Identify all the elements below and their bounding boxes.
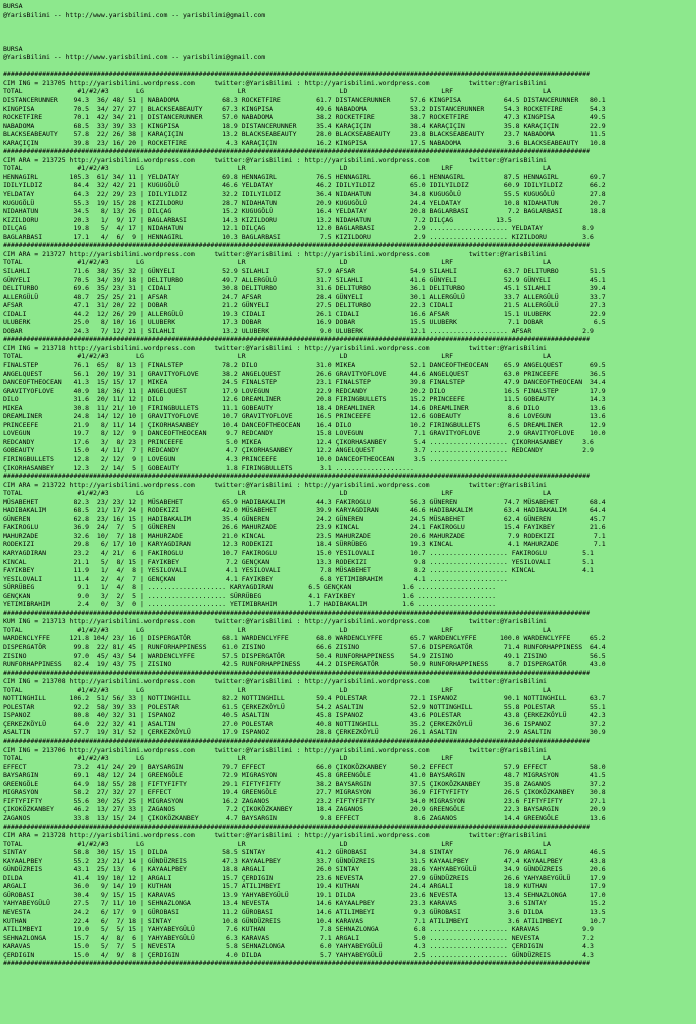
race-row: GRAVITYOFLOVE 40.9 18/ 36/ 11 | ANGELQUEST 17.9 LOVEGUN 22.9 REDCANDY 20.2 DILO 16.5 FINALSTEP 17.9 xyxy=(3,386,606,395)
race-row: SINTAY 58.8 30/ 15/ 15 | DILDA 58.5 SINTAY 41.2 GÜROBASI 34.8 SINTAY 76.9 ARGALI 46.5 xyxy=(3,848,606,857)
section-separator: ###################################################################################################################################################### xyxy=(3,472,590,481)
race-row: KUTHAN 22.4 6/ 7/ 18 | SINTAY 10.8 GÜNDÜZREIS 10.4 KARAVAS 7.1 ATILIMBEYI 3.6 ATILIMBEYI 10.7 xyxy=(3,916,606,925)
race-row: FIFTYFIFTY 55.6 30/ 25/ 25 | MIGRASYON 16.2 ZAGANOS 23.2 FIFTYFIFTY 34.0 MIGRASYON 23.6 FIFTYFIFTY 27.1 xyxy=(3,796,606,805)
race-row: AFSAR 47.1 31/ 20/ 22 | DOBAR 21.2 GÜNYELI 27.5 DELITURBO 22.3 CIDALI 21.5 ALLERGÜLÜ 27.3 xyxy=(3,301,606,310)
column-header-line: TOTAL #1/#2/#3 LG LR LD LRF LA xyxy=(3,839,551,848)
race-row: FAYIKBEY 11.9 1/ 4/ 8 | YESILOVALI 4.1 YESILOVALI 7.8 MÜSABEHET 8.2 .................... KINCAL 4.1 xyxy=(3,566,594,575)
race-row: YESILOVALI 11.4 2/ 4/ 7 | GENÇKAN 4.1 FAYIKBEY 6.8 YETIMIBRAHIM 4.1 .................... xyxy=(3,574,508,583)
race-row: ATILIMBEYI 19.0 5/ 5/ 15 | YAHYABEYGÜLÜ 7.6 KUTHAN 7.8 SEHNAZLONGA 6.8 .................... KARAVAS 9.9 xyxy=(3,925,594,934)
race-row: DANCEOFTHEOCEAN 41.3 15/ 15/ 17 | MIKEA 24.5 FINALSTEP 23.1 FINALSTEP 39.8 FINALSTEP 47.9 DANCEOFTHEOCEAN 34.4 xyxy=(3,378,606,387)
column-header-line: TOTAL #1/#2/#3 LG LR LD LRF LA xyxy=(3,625,551,634)
race-row: DOBAR 24.3 7/ 12/ 21 | SILAHLI 13.2 ULUBERK 9.0 ULUBERK 12.1 .................... AFSAR 2.9 xyxy=(3,326,594,335)
race-row: KINCAL 21.1 5/ 8/ 15 | FAYIKBEY 7.2 GENÇKAN 13.3 RODEKIZI 9.8 .................... YESILOVALI 5.1 xyxy=(3,557,594,566)
column-header-line: TOTAL #1/#2/#3 LG LR LD LRF LA xyxy=(3,164,551,173)
race-row: MAHURZADE 32.6 10/ 7/ 18 | MAHURZADE 21.0 KINCAL 23.5 MAHURZADE 20.6 MAHURZADE 7.9 RODEKIZI 7.1 xyxy=(3,531,606,540)
race-row: SILAHLI 71.6 38/ 35/ 32 | GÜNYELI 52.9 SILAHLI 57.9 AFSAR 54.9 SILAHLI 63.7 DELITURBO 51.5 xyxy=(3,266,606,275)
race-row: MÜSABEHET 82.3 23/ 23/ 12 | MÜSABEHET 65.9 HADIBAKALIM 44.3 FAKIROGLU 56.3 GÜNEREN 74.7 MÜSABEHET 68.4 xyxy=(3,497,606,506)
column-header-line: TOTAL #1/#2/#3 LG LR LD LRF LA xyxy=(3,352,551,361)
race-row: ISPANOZ 80.8 40/ 32/ 31 | ISPANOZ 40.5 ASALTIN 45.8 ISPANOZ 43.6 POLESTAR 43.8 ÇERKEZKÖYLÜ 42.3 xyxy=(3,711,606,720)
race-row: RODEKIZI 29.8 6/ 17/ 10 | KARYAGDIRAN 12.3 RODEKIZI 18.4 SÜRRÜBEG 19.3 KINCAL 4.1 MAHURZADE 7.1 xyxy=(3,540,606,549)
header-line xyxy=(3,36,696,45)
race-row: ÇERKEZKÖYLÜ 64.0 22/ 32/ 41 | ASALTIN 27.0 POLESTAR 40.8 NOTTINGHILL 35.2 ÇERKEZKÖYLÜ 36.6 ISPANOZ 37.2 xyxy=(3,719,606,728)
race-row: GÜNYELI 70.5 34/ 39/ 18 | DELITURBO 49.7 ALLERGÜLÜ 31.7 SILAHLI 41.6 GÜNYELI 52.9 GÜNYELI 45.1 xyxy=(3,275,606,284)
section-separator: ###################################################################################################################################################### xyxy=(3,241,590,250)
race-row: YAHYABEYGÜLÜ 27.5 7/ 11/ 10 | SEHNAZLONGA 13.4 NEVESTA 14.6 KAYAALPBEY 23.3 KARAVAS 3.6 SINTAY 15.2 xyxy=(3,899,606,908)
header-line: BURSA xyxy=(3,2,23,10)
race-row: KIZILDORU 20.3 1/ 9/ 17 | BAGLARBASI 14.3 KIZILDORU 13.2 NIDAHATUN 7.2 DILÇAG 13.5 xyxy=(3,215,512,224)
race-row: BAGLARBASI 17.1 4/ 6/ 9 | HENNAGIRL 10.3 BAGLARBASI 7.5 KIZILDORU 2.9 .................... KIZILDORU 3.6 xyxy=(3,232,594,241)
race-row: YETIMIBRAHIM 2.4 0/ 3/ 0 | .................... YETIMIBRAHIM 1.7 HADIBAKALIM 1.6 .................... xyxy=(3,600,497,609)
header-line: @YarisBilimi -- http://www.yarisbilimi.com -- yarisbilimi@gmail.com xyxy=(3,53,266,62)
race-row: ÇERDIGIN 15.0 4/ 9/ 8 | ÇERDIGIN 4.0 DILDA 5.7 YAHYABEYGÜLÜ 2.5 .................... GÜNDÜZREIS 4.3 xyxy=(3,950,594,959)
header-line xyxy=(3,62,696,71)
race-row: SEHNAZLONGA 15.7 4/ 8/ 6 | YAHYABEYGÜLÜ 6.3 KARAVAS 7.1 ARGALI 5.0 .................... NEVESTA 7.2 xyxy=(3,933,594,942)
race-row: DILO 31.6 20/ 11/ 12 | DILO 12.6 DREAMLINER 20.8 FIRINGBULLETS 15.2 PRINCEEFE 11.5 GOBEAUTY 14.3 xyxy=(3,395,606,404)
race-row: ANGELQUEST 56.1 20/ 19/ 31 | GRAVITYOFLOVE 38.2 ANGELQUEST 26.6 GRAVITYOFLOVE 44.6 ANGELQUEST 63.0 PRINCEEFE 36.5 xyxy=(3,369,606,378)
race-row: IDILYILDIZ 84.4 32/ 42/ 21 | KUGUGÖLÜ 46.6 YELDATAY 46.2 IDILYILDIZ 65.0 IDILYILDIZ 60.9 IDILYILDIZ 66.2 xyxy=(3,181,606,190)
race-row: KAYAALPBEY 55.2 23/ 21/ 14 | GÜNDÜZREIS 47.3 KAYAALPBEY 33.7 GÜNDÜZREIS 31.5 KAYAALPBEY 47.4 KAYAALPBEY 43.8 xyxy=(3,856,606,865)
race-header-line: CIM ARA = 213722 http://yarisbilimi.wordpress.com twitter:@YarisBilimi : http://yarisbilimi.wordpress.com twitter:@YarisBilimi xyxy=(3,480,547,489)
race-row: BAYSARGIN 69.1 48/ 12/ 24 | GREENGÖLE 72.9 MIGRASYON 45.8 GREENGÖLE 41.0 BAYSARGIN 48.7 MIGRASYON 41.5 xyxy=(3,771,606,780)
race-row: GENÇKAN 9.0 3/ 2/ 5 | .................... SÜRRÜBEG 4.1 FAYIKBEY 1.6 .................... xyxy=(3,591,497,600)
race-row: ÇIKOKÖZKANBEY 46.2 13/ 27/ 33 | ZAGANOS 7.2 ÇIKOKÖZKANBEY 18.4 ZAGANOS 20.9 GREENGÖLE 22.3 BAYSARGIN 20.9 xyxy=(3,805,606,814)
race-row: NEVESTA 24.2 6/ 17/ 9 | GÜROBASI 11.2 GÜROBASI 14.6 ATILIMBEYI 9.3 GÜROBASI 3.6 DILDA 13.5 xyxy=(3,907,606,916)
section-separator: ###################################################################################################################################################### xyxy=(3,737,590,746)
race-row: ÇIKORHASANBEY 12.3 2/ 14/ 5 | GOBEAUTY 1.8 FIRINGBULLETS 3.1 .................... xyxy=(3,463,414,472)
race-row: FAKIROGLU 36.9 24/ 7/ 5 | GÜNEREN 26.6 MAHURZADE 23.9 KINCAL 24.1 FAKIROGLU 15.4 FAYIKBEY 21.6 xyxy=(3,523,606,532)
race-header-line: CIM ARA = 213728 http://yarisbilimi.wordpress.com twitter:@YarisBilimi : http://yarisbilimi.wordpress.com twitter:@YarisBilimi xyxy=(3,831,547,840)
race-header-line: KUM ING = 213713 http://yarisbilimi.wordpress.com twitter:@YarisBilimi : http://yarisbilimi.wordpress.com twitter:@YarisBilimi xyxy=(3,617,547,626)
race-row: BLACKSEABEAUTY 57.8 22/ 26/ 38 | KARAÇIÇIN 13.2 BLACKSEABEAUTY 28.0 BLACKSEABEAUTY 23.8 BLACKSEABEAUTY 23.7 NABADOMA 11.5 xyxy=(3,130,606,139)
race-row: DISTANCERUNNER 94.3 36/ 48/ 51 | NABADOMA 68.3 ROCKETFIRE 61.7 DISTANCERUNNER 57.6 KINGPISA 64.5 DISTANCERUNNER 80.1 xyxy=(3,96,606,105)
race-header-line: CIM ING = 213705 http://yarisbilimi.wordpress.com twitter:@YarisBilimi : http://yarisbilimi.wordpress.com twitter:@YarisBilimi xyxy=(3,78,547,87)
race-row: NABADOMA 68.5 33/ 39/ 33 | KINGPISA 18.9 DISTANCERUNNER 35.4 KARAÇIÇIN 38.4 KARAÇIÇIN 35.8 KARAÇIÇIN 22.9 xyxy=(3,121,606,130)
column-header-line: TOTAL #1/#2/#3 LG LR LD LRF LA xyxy=(3,87,551,96)
race-header-line: CIM ING = 213706 http://yarisbilimi.wordpress.com twitter:@YarisBilimi : http://yarisbilimi.wordpress.com twitter:@YarisBilimi xyxy=(3,745,547,754)
section-separator: ###################################################################################################################################################### xyxy=(3,668,590,677)
section-separator: ###################################################################################################################################################### xyxy=(3,70,590,79)
race-row: EFFECT 73.2 41/ 24/ 29 | BAYSARGIN 79.7 EFFECT 66.0 ÇIKOKÖZKANBEY 50.2 EFFECT 57.9 EFFECT 58.0 xyxy=(3,762,606,771)
race-row: NIDAHATUN 34.5 8/ 13/ 26 | DILÇAG 15.2 KUGUGÖLÜ 16.4 YELDATAY 20.8 BAGLARBASI 7.2 BAGLARBASI 18.8 xyxy=(3,207,606,216)
race-row: HADIBAKALIM 68.5 21/ 17/ 24 | RODEKIZI 42.0 MÜSABEHET 39.9 KARYAGDIRAN 46.6 HADIBAKALIM 63.4 HADIBAKALIM 64.4 xyxy=(3,506,606,515)
race-row: GÜROBASI 30.4 9/ 15/ 15 | KARAVAS 13.9 YAHYABEYGÜLÜ 19.1 DILDA 23.6 NEVESTA 13.4 SEHNAZLONGA 17.0 xyxy=(3,890,606,899)
race-row: DISPERGATÖR 99.8 22/ 81/ 45 | RUNFORHAPPINESS 61.0 ZISINO 66.6 ZISINO 57.6 DISPERGATÖR 71.4 RUNFORHAPPINESS 64.4 xyxy=(3,643,606,652)
race-row: GÜNDÜZREIS 43.1 25/ 13/ 6 | KAYAALPBEY 18.8 ARGALI 26.0 SINTAY 28.6 YAHYABEYGÜLÜ 34.9 GÜNDÜZREIS 20.6 xyxy=(3,865,606,874)
race-row: PRINCEEFE 21.9 8/ 11/ 14 | ÇIKORHASANBEY 10.4 DANCEOFTHEOCEAN 16.4 DILO 10.2 FIRINGBULLETS 6.5 DREAMLINER 12.9 xyxy=(3,420,606,429)
race-row: FINALSTEP 76.1 65/ 8/ 13 | FINALSTEP 78.2 DILO 31.0 MIKEA 52.1 DANCEOFTHEOCEAN 65.9 ANGELQUEST 69.5 xyxy=(3,360,606,369)
race-row: MIKEA 30.8 11/ 21/ 10 | FIRINGBULLETS 11.1 GOBEAUTY 18.4 DREAMLINER 14.6 DREAMLINER 8.6 DILO 13.6 xyxy=(3,403,606,412)
race-row: KUGUGÖLÜ 55.3 19/ 15/ 28 | KIZILDORU 28.7 NIDAHATUN 20.9 KUGUGÖLÜ 24.4 YELDATAY 10.8 NIDAHATUN 20.7 xyxy=(3,198,606,207)
race-row: GÜNEREN 62.8 23/ 16/ 15 | HADIBAKALIM 35.4 GÜNEREN 24.2 GÜNEREN 24.5 MÜSABEHET 62.4 GÜNEREN 45.7 xyxy=(3,514,606,523)
section-separator: ###################################################################################################################################################### xyxy=(3,822,590,831)
section-separator: ###################################################################################################################################################### xyxy=(3,335,590,344)
race-row: POLESTAR 92.2 58/ 39/ 33 | POLESTAR 61.5 ÇERKEZKÖYLÜ 54.2 ASALTIN 52.9 NOTTINGHILL 55.8 POLESTAR 55.1 xyxy=(3,702,606,711)
header-line: BURSA xyxy=(3,44,23,53)
race-row: DREAMLINER 24.8 14/ 12/ 10 | GRAVITYOFLOVE 10.7 GRAVITYOFLOVE 16.5 PRINCEEFE 12.6 GOBEAUTY 8.6 LOVEGUN 13.6 xyxy=(3,412,606,421)
race-row: KARAÇIÇIN 39.8 23/ 16/ 20 | ROCKETFIRE 4.3 KARAÇIÇIN 16.2 KINGPISA 17.5 NABADOMA 3.6 BLACKSEABEAUTY 10.8 xyxy=(3,138,606,147)
race-row: NOTTINGHILL 106.2 51/ 56/ 33 | NOTTINGHILL 82.2 NOTTINGHILL 59.4 POLESTAR 72.1 ISPANOZ 90.1 NOTTINGHILL 63.7 xyxy=(3,694,606,703)
race-row: HENNAGIRL 105.3 61/ 34/ 11 | YELDATAY 69.8 HENNAGIRL 76.5 HENNAGIRL 66.1 HENNAGIRL 87.5 HENNAGIRL 69.7 xyxy=(3,172,606,181)
race-row: KARAVAS 15.0 5/ 7/ 5 | NEVESTA 5.8 SEHNAZLONGA 6.0 YAHYABEYGÜLÜ 4.3 .................... ÇERDIGIN 4.3 xyxy=(3,942,594,951)
header-line xyxy=(3,19,696,28)
race-row: GOBEAUTY 15.0 4/ 11/ 7 | REDCANDY 4.7 ÇIKORHASANBEY 12.2 ANGELQUEST 3.7 .................... REDCANDY 2.9 xyxy=(3,446,594,455)
race-header-line: CIM ING = 213718 http://yarisbilimi.wordpress.com twitter:@YarisBilimi : http://yarisbilimi.wordpress.com twitter:@YarisBilimi xyxy=(3,343,547,352)
column-header-line: TOTAL #1/#2/#3 LG LR LD LRF LA xyxy=(3,258,551,267)
race-header-line: CIM ING = 213708 http://yarisbilimi.wordpress.com twitter:@YarisBilimi : http://yarisbilimi.wordpress.com twitter:@YarisBilimi xyxy=(3,677,547,686)
section-separator: ###################################################################################################################################################### xyxy=(3,147,590,156)
race-row: DILÇAG 19.8 5/ 4/ 17 | NIDAHATUN 12.1 DILÇAG 12.0 BAGLARBASI 2.9 .................... YELDATAY 8.9 xyxy=(3,224,594,233)
race-row: ZISINO 97.0 45/ 43/ 54 | WARDENCLYFFE 57.5 DISPERGATÖR 50.4 RUNFORHAPPINESS 54.9 ZISINO 49.1 ZISINO 56.5 xyxy=(3,651,606,660)
race-row: YELDATAY 64.3 22/ 29/ 23 | IDILYILDIZ 32.2 IDILYILDIZ 36.4 NIDAHATUN 34.8 KUGUGÖLÜ 55.5 KUGUGÖLÜ 27.8 xyxy=(3,190,606,199)
race-row: ALLERGÜLÜ 48.7 25/ 25/ 21 | AFSAR 24.7 AFSAR 28.4 GÜNYELI 30.1 ALLERGÜLÜ 33.7 ALLERGÜLÜ 33.7 xyxy=(3,292,606,301)
race-row: ZAGANOS 33.8 13/ 15/ 24 | ÇIKOKÖZKANBEY 4.7 BAYSARGIN 9.8 EFFECT 8.6 ZAGANOS 14.4 GREENGÖLE 13.6 xyxy=(3,813,606,822)
race-header-line: CIM ARA = 213727 http://yarisbilimi.wordpress.com twitter:@YarisBilimi : http://yarisbilimi.wordpress.com twitter:@YarisBilimi xyxy=(3,249,547,258)
race-row: ASALTIN 57.7 19/ 31/ 52 | ÇERKEZKÖYLÜ 17.9 ISPANOZ 28.8 ÇERKEZKÖYLÜ 26.1 ASALTIN 2.9 ASALTIN 30.9 xyxy=(3,728,606,737)
header-line xyxy=(3,28,696,37)
column-header-line: TOTAL #1/#2/#3 LG LR LD LRF LA xyxy=(3,489,551,498)
race-row: MIGRASYON 58.2 27/ 32/ 27 | EFFECT 19.4 GREENGÖLE 27.7 MIGRASYON 36.9 FIFTYFIFTY 26.5 ÇIKOKÖZKANBEY 30.8 xyxy=(3,788,606,797)
race-row: KINGPISA 70.5 34/ 27/ 27 | BLACKSEABEAUTY 67.3 KINGPISA 49.6 NABADOMA 53.2 DISTANCERUNNER 54.3 ROCKETFIRE 54.3 xyxy=(3,104,606,113)
race-row: GREENGÖLE 64.9 18/ 55/ 28 | FIFTYFIFTY 29.1 FIFTYFIFTY 38.2 BAYSARGIN 37.5 ÇIKOKÖZKANBEY 35.8 ZAGANOS 37.2 xyxy=(3,779,606,788)
race-row: WARDENCLYFFE 121.8 104/ 23/ 16 | DISPERGATÖR 68.1 WARDENCLYFFE 68.0 WARDENCLYFFE 65.7 WARDENCLYFFE 100.0 WARDENCLYFFE 65.2 xyxy=(3,634,606,643)
race-row: DELITURBO 69.6 35/ 23/ 31 | CIDALI 30.8 DELITURBO 31.6 DELITURBO 36.1 DELITURBO 45.1 SILAHLI 39.4 xyxy=(3,284,606,293)
race-row: KARYAGDIRAN 23.2 4/ 21/ 6 | FAKIROGLU 10.7 FAKIROGLU 15.0 YESILOVALI 10.7 .................... FAKIROGLU 5.1 xyxy=(3,549,594,557)
race-row: FIRINGBULLETS 12.8 2/ 12/ 9 | LOVEGUN 4.3 PRINCEEFE 10.0 DANCEOFTHEOCEAN 3.5 .................... xyxy=(3,454,508,463)
header-line: @YarisBilimi -- http://www.yarisbilimi.com -- yarisbilimi@gmail.com xyxy=(3,10,266,19)
race-row: ARGALI 36.0 9/ 14/ 19 | KUTHAN 15.7 ATILIMBEYI 19.4 KUTHAN 24.4 ARGALI 18.9 KUTHAN 17.9 xyxy=(3,882,606,891)
race-row: ULUBERK 25.0 8/ 10/ 16 | ULUBERK 17.3 DOBAR 16.9 DOBAR 15.5 ULUBERK 7.1 DOBAR 6.5 xyxy=(3,318,606,327)
race-row: CIDALI 44.2 12/ 26/ 29 | ALLERGÜLÜ 19.3 CIDALI 26.1 CIDALI 16.6 AFSAR 15.1 ULUBERK 22.9 xyxy=(3,309,606,318)
race-row: RUNFORHAPPINESS 82.4 19/ 43/ 75 | ZISINO 42.5 RUNFORHAPPINESS 44.2 DISPERGATÖR 50.9 RUNFORHAPPINESS 8.7 DISPERGATÖR 43.0 xyxy=(3,660,606,669)
column-header-line: TOTAL #1/#2/#3 LG LR LD LRF LA xyxy=(3,685,551,694)
column-header-line: TOTAL #1/#2/#3 LG LR LD LRF LA xyxy=(3,754,551,763)
race-row: LOVEGUN 19.7 8/ 12/ 9 | DANCEOFTHEOCEAN 9.7 REDCANDY 15.8 LOVEGUN 7.1 GRAVITYOFLOVE 2.9 GRAVITYOFLOVE 10.0 xyxy=(3,429,606,438)
race-row: REDCANDY 17.6 3/ 8/ 23 | PRINCEEFE 5.0 MIKEA 12.4 ÇIKORHASANBEY 5.4 .................... ÇIKORHASANBEY 3.6 xyxy=(3,437,594,446)
section-separator: ###################################################################################################################################################### xyxy=(3,959,590,968)
race-row: DILDA 41.4 19/ 10/ 12 | ARGALI 15.7 ÇERDIGIN 23.6 NEVESTA 27.9 GÜNDÜZREIS 26.6 YAHYABEYGÜLÜ 17.9 xyxy=(3,873,606,882)
race-row: ROCKETFIRE 70.1 42/ 34/ 21 | DISTANCERUNNER 57.0 NABADOMA 38.2 ROCKETFIRE 38.7 ROCKETFIRE 47.3 KINGPISA 49.5 xyxy=(3,113,606,122)
race-row: SÜRRÜBEG 9.1 1/ 4/ 8 | .................... KARYAGDIRAN 6.5 GENÇKAN 1.6 .................... xyxy=(3,583,497,592)
race-header-line: CIM ARA = 213725 http://yarisbilimi.wordpress.com twitter:@YarisBilimi : http://yarisbilimi.wordpress.com twitter:@YarisBilimi xyxy=(3,155,547,164)
section-separator: ###################################################################################################################################################### xyxy=(3,608,590,617)
